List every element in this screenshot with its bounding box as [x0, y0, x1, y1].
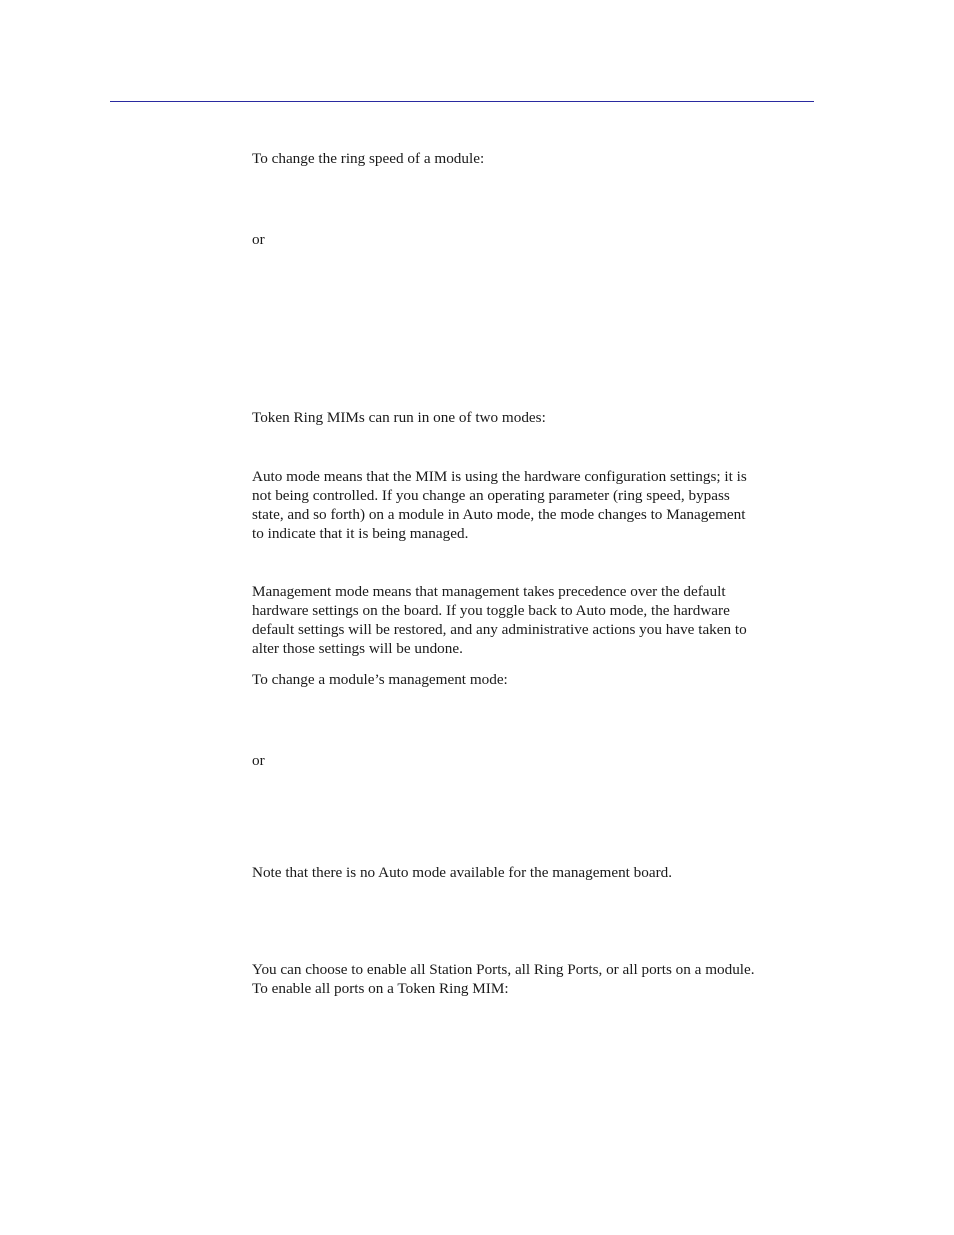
header-rule — [110, 101, 814, 102]
text-line: to indicate that it is being managed. — [252, 525, 469, 542]
paragraph-or — [252, 751, 814, 770]
text-line: Auto mode means that the MIM is using the hardware configuration settings; it is — [252, 468, 747, 485]
paragraph-management-mode — [252, 582, 814, 658]
paragraph-auto-mode — [252, 467, 814, 543]
text-line: To change the ring speed of a module: — [252, 150, 485, 167]
text-line: Management mode means that management takes precedence over the default — [252, 583, 726, 600]
text-line: Note that there is no Auto mode available for the management board. — [252, 864, 673, 881]
text-line: alter those settings will be undone. — [252, 640, 463, 657]
paragraph-modes-intro — [252, 408, 814, 427]
text-line: state, and so forth) on a module in Auto mode, the mode changes to Management — [252, 506, 746, 523]
text-line: not being controlled. If you change an operating parameter (ring speed, bypass — [252, 487, 730, 504]
text-line: or — [252, 231, 265, 248]
paragraph-note — [252, 863, 814, 882]
text-line: To change a module’s management mode: — [252, 671, 508, 688]
text-line: hardware settings on the board. If you toggle back to Auto mode, the hardware — [252, 602, 730, 619]
text-line: or — [252, 752, 265, 769]
paragraph-change-mode-intro — [252, 670, 814, 689]
paragraph-or — [252, 230, 814, 249]
text-line: You can choose to enable all Station Ports, all Ring Ports, or all ports on a module. — [252, 961, 755, 978]
text-line: default settings will be restored, and any administrative actions you have taken to — [252, 621, 747, 638]
text-line: To enable all ports on a Token Ring MIM: — [252, 980, 509, 997]
text-line: Token Ring MIMs can run in one of two modes: — [252, 409, 546, 426]
paragraph-ring-speed-intro — [252, 149, 814, 168]
paragraph-enable-ports — [252, 960, 814, 998]
